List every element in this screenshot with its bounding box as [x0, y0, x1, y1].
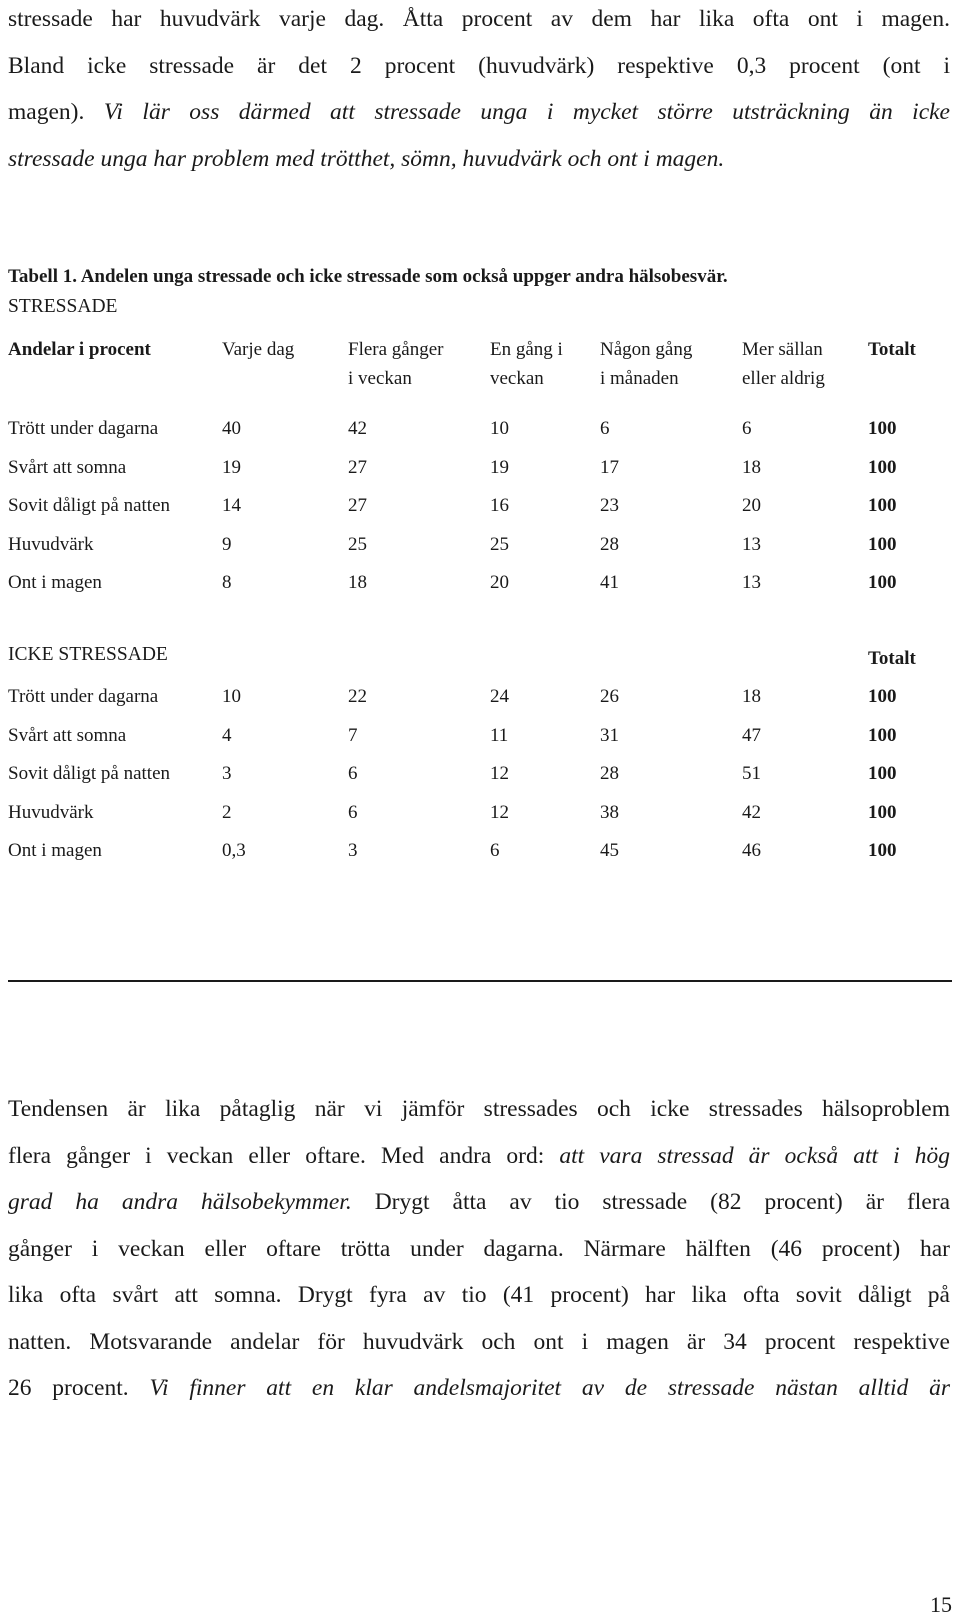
not-stressed-total-cell: 100 — [868, 724, 897, 746]
section-divider — [8, 980, 952, 982]
italic-text: grad ha andra hälsobekymmer. — [8, 1189, 352, 1215]
column-header-monthly — [600, 335, 692, 393]
not-stressed-value-cell: 28 — [600, 763, 619, 784]
not-stressed-value-cell: 47 — [742, 724, 761, 746]
text-segment: 26 procent. — [8, 1375, 150, 1401]
italic-text: Vi finner att en klar andelsmajoritet av de stressade nästan alltid är — [149, 1375, 950, 1401]
stressed-value-cell: 42 — [348, 418, 367, 439]
stressed-value-cell: 18 — [742, 456, 761, 478]
column-header-several-weekly — [348, 335, 443, 393]
row-label-header: Andelar i procent — [8, 339, 151, 360]
not-stressed-value-cell: 10 — [222, 686, 241, 707]
table-caption: Tabell 1. Andelen unga stressade och icke stressade som också uppger andra hälsobesvär. — [8, 266, 728, 287]
not-stressed-total-cell: 100 — [868, 840, 897, 861]
not-stressed-value-cell: 24 — [490, 686, 509, 707]
text-line: gånger i veckan eller oftare trötta under dagarna. Närmare hälften (46 procent) har — [8, 1235, 950, 1262]
stressed-value-cell: 27 — [348, 456, 367, 478]
stressed-total-cell: 100 — [868, 456, 897, 478]
text-segment: Drygt åtta av tio stressade (82 procent) är flera — [351, 1189, 951, 1215]
not-stressed-value-cell: 3 — [222, 763, 232, 784]
not-stressed-value-cell: 7 — [348, 724, 358, 746]
not-stressed-total-header: Totalt — [868, 648, 916, 669]
not-stressed-value-cell: 6 — [348, 763, 358, 784]
stressed-value-cell: 41 — [600, 572, 619, 593]
not-stressed-value-cell: 45 — [600, 840, 619, 861]
header-line: veckan — [490, 368, 544, 389]
header-line: Flera gånger — [348, 339, 444, 360]
header-line: Mer sällan — [742, 339, 823, 360]
stressed-value-cell: 23 — [600, 495, 619, 516]
stressed-total-cell: 100 — [868, 418, 897, 439]
not-stressed-total-cell: 100 — [868, 801, 897, 823]
not-stressed-row-label: Trött under dagarna — [8, 686, 159, 707]
stressed-value-cell: 27 — [348, 495, 367, 516]
not-stressed-total-cell: 100 — [868, 763, 897, 784]
column-header-daily: Varje dag — [222, 339, 295, 360]
not-stressed-value-cell: 51 — [742, 763, 761, 784]
stressed-total-cell: 100 — [868, 495, 897, 516]
stressed-section-label: STRESSADE — [8, 296, 118, 317]
not-stressed-value-cell: 22 — [348, 686, 367, 707]
discussion-paragraph — [8, 1086, 950, 1412]
stressed-value-cell: 14 — [222, 495, 241, 516]
header-line: En gång i — [490, 339, 563, 360]
stressed-value-cell: 25 — [348, 533, 367, 555]
stressed-value-cell: 20 — [490, 572, 509, 593]
not-stressed-value-cell: 12 — [490, 763, 509, 784]
stressed-value-cell: 18 — [348, 572, 367, 593]
text-segment: magen). — [8, 99, 104, 125]
stressed-row-label: Huvudvärk — [8, 533, 94, 555]
stressed-value-cell: 16 — [490, 495, 509, 516]
not-stressed-value-cell: 38 — [600, 801, 619, 823]
stressed-value-cell: 25 — [490, 533, 509, 555]
not-stressed-row-label: Sovit dåligt på natten — [8, 763, 171, 784]
column-header-once-weekly — [490, 335, 563, 393]
text-line — [8, 89, 950, 136]
text-segment: flera gånger i veckan eller oftare. Med andra ord: — [8, 1142, 560, 1169]
text-line — [8, 1179, 950, 1226]
stressed-value-cell: 8 — [222, 572, 232, 593]
text-line: Tendensen är lika påtaglig när vi jämför stressades och icke stressades hälsoproblem — [8, 1096, 950, 1122]
stressed-value-cell: 9 — [222, 533, 232, 555]
not-stressed-value-cell: 26 — [600, 686, 619, 707]
text-line — [8, 1133, 950, 1180]
stressed-value-cell: 13 — [742, 572, 761, 593]
stressed-value-cell: 19 — [490, 456, 509, 478]
stressed-row-label: Svårt att somna — [8, 456, 127, 478]
not-stressed-row-label: Huvudvärk — [8, 801, 94, 823]
not-stressed-value-cell: 31 — [600, 724, 619, 746]
not-stressed-total-cell: 100 — [868, 686, 897, 707]
not-stressed-value-cell: 6 — [348, 801, 358, 823]
stressed-value-cell: 13 — [742, 533, 761, 555]
stressed-value-cell: 40 — [222, 418, 241, 439]
not-stressed-section-label: ICKE STRESSADE — [8, 644, 168, 665]
stressed-value-cell: 10 — [490, 418, 509, 439]
not-stressed-value-cell: 6 — [490, 840, 500, 861]
not-stressed-value-cell: 42 — [742, 801, 761, 823]
italic-text: att vara stressad är också att i hög — [559, 1142, 951, 1169]
text-line: Bland icke stressade är det 2 procent (huvudvärk) respektive 0,3 procent (ont i — [8, 52, 950, 79]
column-header-rarely — [742, 335, 825, 393]
stressed-value-cell: 6 — [600, 418, 610, 439]
stressed-total-cell: 100 — [868, 533, 897, 555]
italic-text: Vi lär oss därmed att stressade unga i mycket större utsträckning än icke — [103, 99, 950, 125]
header-line: i månaden — [600, 368, 679, 389]
italic-text: stressade unga har problem med trötthet, sömn, huvudvärk och ont i magen. — [8, 145, 725, 172]
not-stressed-value-cell: 46 — [742, 840, 761, 861]
not-stressed-value-cell: 12 — [490, 801, 509, 823]
stressed-row-label: Trött under dagarna — [8, 418, 159, 439]
stressed-value-cell: 6 — [742, 418, 752, 439]
not-stressed-value-cell: 2 — [222, 801, 232, 823]
stressed-row-label: Ont i magen — [8, 572, 102, 593]
not-stressed-value-cell: 3 — [348, 840, 358, 861]
text-line — [8, 136, 950, 183]
text-line: stressade har huvudvärk varje dag. Åtta procent av dem har lika ofta ont i magen. — [8, 6, 950, 32]
not-stressed-value-cell: 0,3 — [222, 840, 246, 861]
stressed-value-cell: 19 — [222, 456, 241, 478]
stressed-value-cell: 20 — [742, 495, 761, 516]
stressed-value-cell: 17 — [600, 456, 619, 478]
intro-paragraph — [8, 0, 950, 182]
text-line — [8, 1365, 950, 1412]
text-line: lika ofta svårt att somna. Drygt fyra av tio (41 procent) har lika ofta sovit dåligt på — [8, 1282, 950, 1308]
not-stressed-value-cell: 4 — [222, 724, 232, 746]
header-line: Någon gång — [600, 339, 693, 360]
header-line: eller aldrig — [742, 368, 825, 389]
page-number: 15 — [930, 1592, 952, 1617]
not-stressed-row-label: Svårt att somna — [8, 724, 127, 746]
column-header-total: Totalt — [868, 339, 916, 360]
stressed-total-cell: 100 — [868, 572, 897, 593]
not-stressed-value-cell: 11 — [490, 724, 509, 746]
header-line: i veckan — [348, 368, 412, 389]
not-stressed-row-label: Ont i magen — [8, 840, 102, 861]
text-line: natten. Motsvarande andelar för huvudvärk och ont i magen är 34 procent respektive — [8, 1328, 950, 1355]
not-stressed-value-cell: 18 — [742, 686, 761, 707]
stressed-value-cell: 28 — [600, 533, 619, 555]
stressed-row-label: Sovit dåligt på natten — [8, 495, 171, 516]
